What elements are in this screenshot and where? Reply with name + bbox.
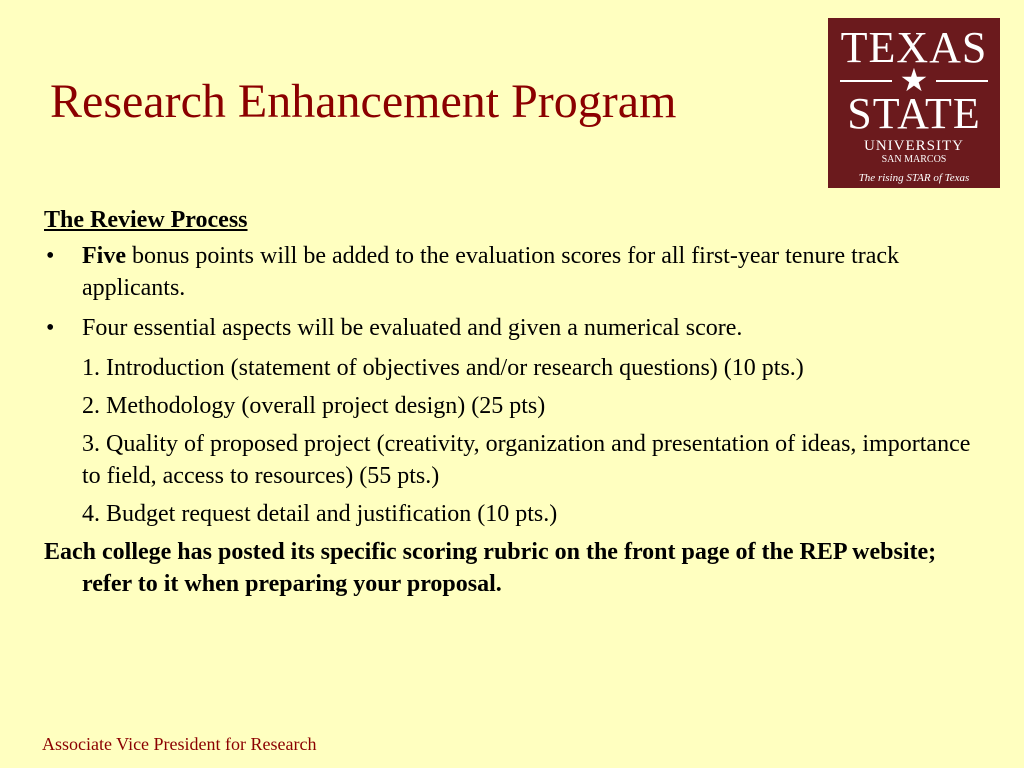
university-logo	[828, 18, 1000, 188]
bullet-text: bonus points will be added to the evaluation scores for all first-year tenure track applicants.	[82, 243, 900, 301]
bullet-essential-aspects	[44, 312, 989, 344]
aspect-item-budget: 4. Budget request detail and justification (10 pts.)	[82, 501, 558, 527]
aspect-item-introduction: 1. Introduction (statement of objectives and/or research questions) (10 pts.)	[82, 355, 804, 381]
logo-line-san-marcos: SAN MARCOS	[881, 154, 947, 165]
bullet-bonus-points	[44, 240, 989, 304]
logo-line-texas: TEXAS	[840, 23, 988, 72]
logo-line-state: STATE	[847, 89, 981, 138]
bullet-dot-icon: •	[46, 315, 55, 341]
slide-footer: Associate Vice President for Research	[42, 734, 317, 754]
aspect-item-quality: 3. Quality of proposed project (creativity, organization and presentation of ideas, importance to field, access to resources) (55 pts.)	[82, 431, 971, 489]
bullet-dot-icon: •	[46, 243, 55, 269]
logo-rule-right	[936, 80, 988, 82]
logo-line-university: UNIVERSITY	[864, 138, 964, 154]
aspect-item-methodology: 2. Methodology (overall project design) (25 pts)	[82, 393, 546, 419]
bullet-text: Four essential aspects will be evaluated and given a numerical score.	[82, 315, 743, 341]
slide-body	[44, 204, 989, 600]
bullet-bold-word: Five	[82, 243, 126, 269]
closing-note: Each college has posted its specific scoring rubric on the front page of the REP website; refer to it when preparing your proposal.	[44, 539, 937, 597]
slide-title: Research Enhancement Program	[50, 75, 677, 128]
section-heading: The Review Process	[44, 207, 248, 233]
star-icon: ★	[899, 62, 929, 98]
logo-tagline: The rising STAR of Texas	[858, 172, 970, 184]
